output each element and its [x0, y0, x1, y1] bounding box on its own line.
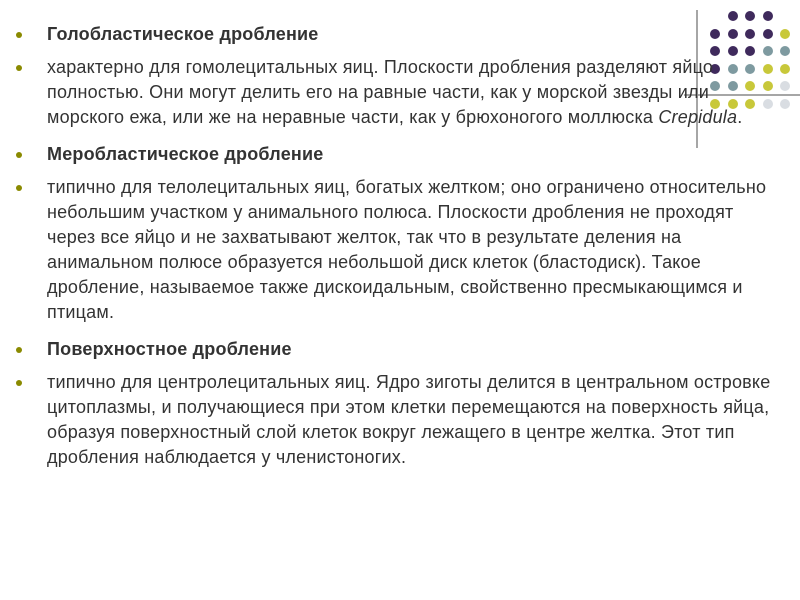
decor-dot — [780, 46, 790, 56]
bullet-icon — [16, 380, 22, 386]
decor-dot — [780, 29, 790, 39]
decor-dot — [745, 11, 755, 21]
species-name: Crepidula — [658, 107, 738, 127]
bullet-icon — [16, 32, 22, 38]
section-heading-meroblastic: Меробластическое дробление — [16, 142, 776, 167]
decor-dot — [780, 99, 790, 109]
body-text: характерно для гомолецитальных яиц. Плоскости дробления разделяют яйцо полностью. Они могут делить его на равные части, как у морской звезды или морского ежа, или же на неравные части, как у брюхоногого моллюска — [47, 57, 714, 127]
slide-content — [16, 22, 776, 470]
decor-dot — [780, 64, 790, 74]
body-text: типично для центролецитальных яиц. Ядро зиготы делится в центральном островке цитоплазмы, и получающиеся при этом клетки перемещаются на поверхность яйца, образуя поверхностный слой клеток вокруг лежащего в центре желтка. Этот тип дробления наблюдается у членистоногих. — [47, 372, 771, 467]
body-text: типично для телолецитальных яиц, богатых желтком; оно ограничено относительно небольшим участком у анимального полюса. Плоскости дробления не проходят через все яйцо и не захватывают желток, так что в результате деления на анимальном полюсе образуется небольшой диск клеток (бластодиск). Такое дробление, называемое также дискоидальным, свойственно пресмыкающимся и птицам. — [47, 177, 767, 322]
decor-dot — [780, 81, 790, 91]
bullet-icon — [16, 152, 22, 158]
bullet-icon — [16, 347, 22, 353]
section-body-meroblastic — [16, 175, 776, 325]
body-text-end: . — [737, 107, 743, 127]
section-heading-holoblastic: Голобластическое дробление — [16, 22, 776, 47]
decor-dot — [728, 11, 738, 21]
decor-dot — [763, 11, 773, 21]
section-body-holoblastic — [16, 55, 776, 130]
bullet-icon — [16, 65, 22, 71]
section-body-superficial — [16, 370, 776, 470]
bullet-icon — [16, 185, 22, 191]
section-heading-superficial: Поверхностное дробление — [16, 337, 776, 362]
